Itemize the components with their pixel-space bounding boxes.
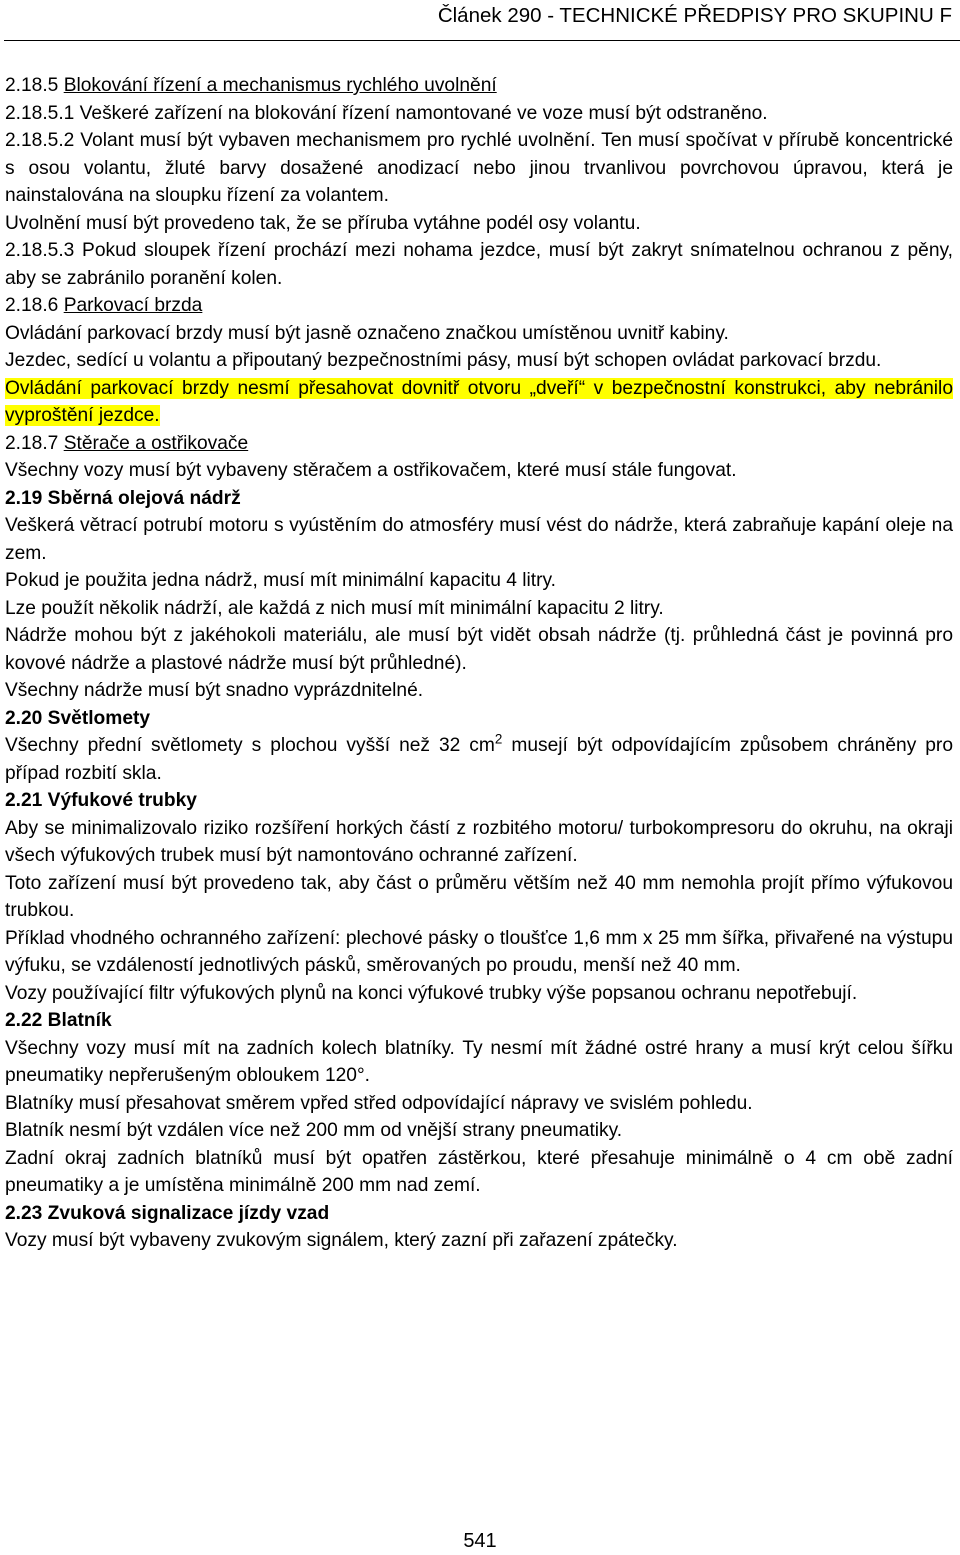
paragraph-exhaust-4: Vozy používající filtr výfukových plynů na konci výfukové trubky výše popsanou ochranu nepotřebují.	[5, 982, 858, 1004]
text-run: musejí být odpovídajícím způsobem chráněny pro případ rozbití skla.	[5, 735, 953, 784]
paragraph-exhaust-3: Příklad vhodného ochranného zařízení: plechové pásky o tloušťce 1,6 mm x 25 mm šířka, přivařené na výstupu výfuku, se vzdáleností jednotlivých pásků, směrovaných po proudu, menší než 40 mm.	[5, 927, 953, 976]
paragraph-fender-1: Všechny vozy musí mít na zadních kolech blatníky. Ty nesmí mít žádné ostré hrany a musí krýt celou šířku pneumatiky nepřerušeným obloukem 120°.	[5, 1037, 953, 1086]
section-title: Blokování řízení a mechanismus rychlého uvolnění	[63, 75, 497, 96]
paragraph-oil-1: Veškerá větrací potrubí motoru s vyústěním do atmosféry musí vést do nádrže, která zabraňuje kapání oleje na zem.	[5, 515, 953, 564]
section-number: 2.18.5	[5, 75, 64, 96]
paragraph-exhaust-2: Toto zařízení musí být provedeno tak, aby část o průměru větším než 40 mm nemohla projít přímo výfukovou trubkou.	[5, 872, 953, 921]
page-number: 541	[463, 1530, 497, 1552]
paragraph-fender-3: Blatník nesmí být vzdálen více než 200 mm od vnější strany pneumatiky.	[5, 1120, 623, 1141]
document-body	[5, 72, 953, 1255]
section-2-21-heading: 2.21 Výfukové trubky	[5, 790, 197, 811]
paragraph-fender-2: Blatníky musí přesahovat směrem vpřed střed odpovídající nápravy ve svislém pohledu.	[5, 1092, 753, 1114]
paragraph-exhaust-1: Aby se minimalizovalo riziko rozšíření horkých částí z rozbitého motoru/ turbokompresoru do okruhu, na okraji všech výfukových trubek musí být namontováno ochranné zařízení.	[5, 817, 953, 866]
header-divider	[4, 40, 960, 41]
paragraph-headlights	[5, 732, 953, 787]
highlighted-text: Ovládání parkovací brzdy nesmí přesahovat dovnitř otvoru „dveří“ v bezpečnostní konstrukci, aby nebránilo vyproštění jezdce.	[5, 377, 953, 426]
paragraph-oil-4: Nádrže mohou být z jakéhokoli materiálu, ale musí být vidět obsah nádrže (tj. průhledná část je povinná pro kovové nádrže a plastové nádrže musí být průhledné).	[5, 625, 953, 674]
paragraph-fender-4: Zadní okraj zadních blatníků musí být opatřen zástěrkou, které přesahuje minimálně o 4 cm obě zadní pneumatiky a je umístěna minimálně 200 mm nad zemí.	[5, 1147, 953, 1196]
paragraph-parking-brake-1: Ovládání parkovací brzdy musí být jasně označeno značkou umístěnou uvnitř kabiny.	[5, 322, 729, 344]
paragraph-oil-3: Lze použít několik nádrží, ale každá z nich musí mít minimální kapacitu 2 litry.	[5, 597, 664, 619]
text-run: Všechny přední světlomety s plochou vyšší než 32 cm	[5, 735, 495, 756]
section-2-23-heading: 2.23 Zvuková signalizace jízdy vzad	[5, 1202, 330, 1224]
paragraph-oil-2: Pokud je použita jedna nádrž, musí mít minimální kapacitu 4 litry.	[5, 570, 557, 591]
paragraph-release: Uvolnění musí být provedeno tak, že se příruba vytáhne podél osy volantu.	[5, 212, 641, 234]
section-2-20-heading: 2.20 Světlomety	[5, 707, 151, 729]
page-header-title: Článek 290 - TECHNICKÉ PŘEDPISY PRO SKUPINU F	[437, 4, 952, 27]
paragraph-parking-brake-2: Jezdec, sedící u volantu a připoutaný bezpečnostními pásy, musí být schopen ovládat parkovací brzdu.	[5, 350, 882, 371]
section-2-18-6-title	[5, 292, 953, 320]
section-title: Parkovací brzda	[63, 295, 203, 316]
paragraph-reverse-signal: Vozy musí být vybaveny zvukovým signálem, který zazní při zařazení zpátečky.	[5, 1230, 678, 1251]
paragraph-2-18-5-3: 2.18.5.3 Pokud sloupek řízení prochází mezi nohama jezdce, musí být zakryt snímatelnou ochranou z pěny, aby se zabránilo poranění kolen.	[5, 240, 953, 289]
paragraph-wipers: Všechny vozy musí být vybaveny stěračem a ostřikovačem, které musí stále fungovat.	[5, 460, 737, 481]
section-2-18-7-title	[5, 430, 953, 458]
paragraph-oil-5: Všechny nádrže musí být snadno vyprázdnitelné.	[5, 680, 424, 701]
section-2-22-heading: 2.22 Blatník	[5, 1010, 112, 1031]
section-title: Stěrače a ostřikovače	[63, 432, 249, 454]
section-2-19-heading: 2.19 Sběrná olejová nádrž	[5, 487, 241, 509]
paragraph-2-18-5-2: 2.18.5.2 Volant musí být vybaven mechanismem pro rychlé uvolnění. Ten musí spočívat v přírubě koncentrické s osou volantu, žluté barvy dosažené anodizací nebo jinou trvanlivou povrchovou úpravou, která je nainstalována na sloupku řízení za volantem.	[5, 130, 953, 206]
section-number: 2.18.7	[5, 432, 64, 454]
paragraph-2-18-5-1: 2.18.5.1 Veškeré zařízení na blokování řízení namontované ve voze musí být odstraněno.	[5, 102, 768, 124]
section-number: 2.18.6	[5, 295, 64, 316]
paragraph-parking-brake-highlighted	[5, 375, 953, 430]
superscript: 2	[494, 731, 503, 747]
section-2-18-5-title	[5, 72, 953, 100]
